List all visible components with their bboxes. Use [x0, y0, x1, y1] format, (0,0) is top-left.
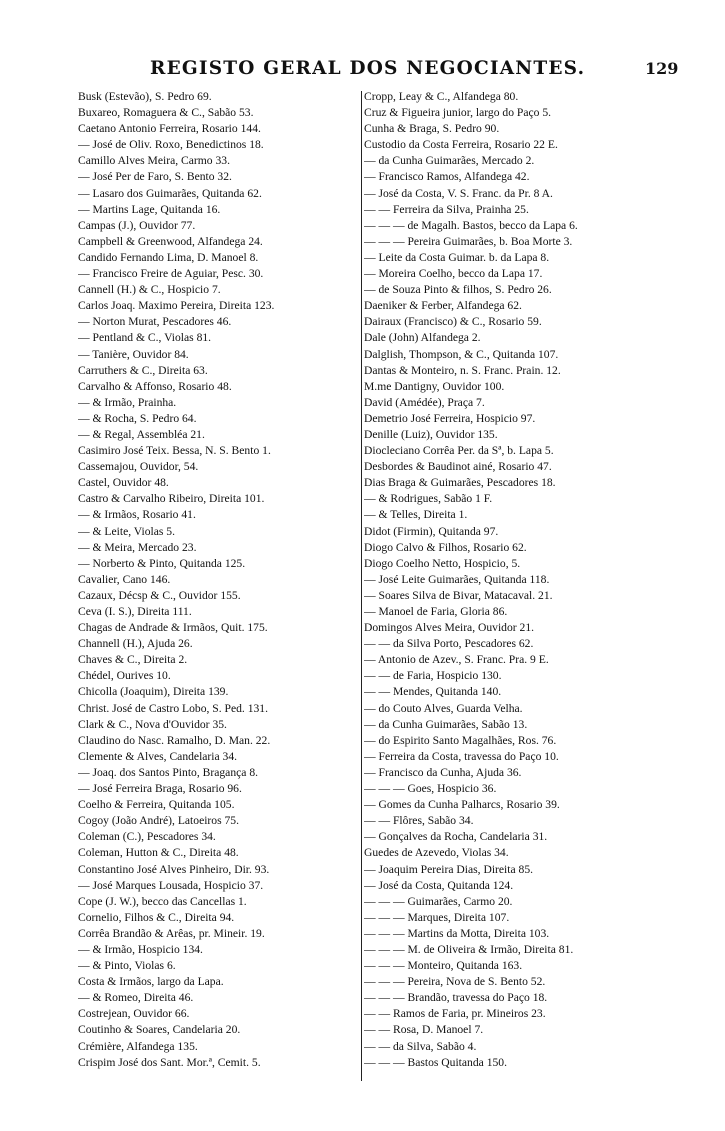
directory-entry: — José Leite Guimarães, Quitanda 118.: [364, 572, 550, 586]
directory-entry: Chagas de Andrade & Irmãos, Quit. 175.: [78, 621, 268, 635]
directory-entry: — — — Pereira Guimarães, b. Boa Morte 3.: [364, 234, 573, 248]
directory-entry: Cogoy (João André), Latoeiros 75.: [78, 814, 239, 828]
directory-entry: Diogo Calvo & Filhos, Rosario 62.: [364, 540, 527, 554]
directory-entry: Campbell & Greenwood, Alfandega 24.: [78, 234, 263, 248]
directory-entry: — Gonçalves da Rocha, Candelaria 31.: [364, 830, 548, 844]
directory-entry: Diogo Coelho Netto, Hospicio, 5.: [364, 556, 521, 570]
directory-entry: — Joaq. dos Santos Pinto, Bragança 8.: [78, 765, 259, 779]
directory-entry: Dias Braga & Guimarães, Pescadores 18.: [364, 476, 556, 490]
directory-entry: Ceva (I. S.), Direita 111.: [78, 605, 192, 618]
directory-entry: — & Romeo, Direita 46.: [78, 991, 194, 1005]
directory-entry: — Manoel de Faria, Gloria 86.: [364, 605, 508, 618]
directory-entry: — — Mendes, Quitanda 140.: [364, 685, 502, 699]
directory-entry: Cope (J. W.), becco das Cancellas 1.: [78, 894, 247, 908]
directory-entry: — do Couto Alves, Guarda Velha.: [364, 701, 523, 715]
directory-entry: — Norberto & Pinto, Quitanda 125.: [78, 556, 246, 570]
directory-entry: — Norton Murat, Pescadores 46.: [78, 315, 232, 329]
directory-entry: Diocleciano Corrêa Per. da Sª, b. Lapa 5.: [364, 444, 554, 458]
directory-entry: Crispim José dos Sant. Mor.ª, Cemit. 5.: [78, 1055, 261, 1069]
directory-entry: — José da Costa, Quitanda 124.: [364, 878, 514, 892]
directory-entry: Corrêa Brandão & Arêas, pr. Mineir. 19.: [78, 926, 265, 940]
directory-entry: — do Espirito Santo Magalhães, Ros. 76.: [364, 733, 557, 747]
directory-entry: Crémière, Alfandega 135.: [78, 1039, 198, 1053]
directory-entry: David (Amédée), Praça 7.: [364, 395, 485, 409]
directory-entry: Cazaux, Décsp & C., Ouvidor 155.: [78, 588, 241, 602]
directory-entry: — Pentland & C., Violas 81.: [78, 331, 212, 345]
directory-entry: — — Flôres, Sabão 34.: [364, 814, 474, 828]
directory-entry: — — Ferreira da Silva, Prainha 25.: [364, 202, 529, 216]
directory-entry: Campas (J.), Ouvidor 77.: [78, 218, 196, 232]
directory-entry: — — — M. de Oliveira & Irmão, Direita 81.: [364, 942, 574, 956]
directory-entry: Buxareo, Romaguera & C., Sabão 53.: [78, 106, 254, 120]
directory-entry: — Tanière, Ouvidor 84.: [78, 347, 189, 361]
directory-entry: Dairaux (Francisco) & C., Rosario 59.: [364, 315, 542, 329]
directory-entry: — José Marques Lousada, Hospicio 37.: [78, 878, 264, 892]
directory-entry: Denille (Luiz), Ouvidor 135.: [364, 427, 498, 441]
directory-entry: Dantas & Monteiro, n. S. Franc. Prain. 12.: [364, 363, 561, 377]
directory-entry: — — Ramos de Faria, pr. Mineiros 23.: [364, 1007, 546, 1021]
directory-entry: — José Ferreira Braga, Rosario 96.: [78, 782, 242, 796]
directory-entry: Chédel, Ourives 10.: [78, 669, 171, 683]
directory-entry: Didot (Firmin), Quitanda 97.: [364, 524, 499, 538]
directory-entry: Dale (John) Alfandega 2.: [364, 331, 481, 345]
directory-entry: Busk (Estevão), S. Pedro 69.: [78, 90, 212, 103]
directory-entry: — Francisco da Cunha, Ajuda 36.: [364, 765, 522, 779]
directory-entry: — José Per de Faro, S. Bento 32.: [78, 170, 232, 184]
directory-entry: Clemente & Alves, Candelaria 34.: [78, 749, 238, 763]
directory-entry: — & Leite, Violas 5.: [78, 524, 175, 538]
directory-entry: Claudino do Nasc. Ramalho, D. Man. 22.: [78, 733, 271, 747]
directory-entry: Daeniker & Ferber, Alfandega 62.: [364, 299, 522, 313]
directory-entry: — — — Martins da Motta, Direita 103.: [364, 926, 550, 940]
left-column: [78, 89, 360, 1089]
directory-entry: Chaves & C., Direita 2.: [78, 653, 188, 667]
directory-entry: — & Telles, Direita 1.: [364, 508, 468, 522]
directory-entry: Coleman, Hutton & C., Direita 48.: [78, 846, 239, 860]
directory-entry: M.me Dantigny, Ouvidor 100.: [364, 379, 505, 393]
directory-entry: Domingos Alves Meira, Ouvidor 21.: [364, 621, 535, 635]
directory-entry: — — — Bastos Quitanda 150.: [364, 1055, 507, 1069]
directory-entry: Cruz & Figueira junior, largo do Paço 5.: [364, 106, 552, 120]
directory-entry: Casimiro José Teix. Bessa, N. S. Bento 1.: [78, 444, 271, 458]
directory-entry: — — — Monteiro, Quitanda 163.: [364, 959, 523, 973]
directory-entry: Cropp, Leay & C., Alfandega 80.: [364, 90, 519, 103]
directory-entry: — Martins Lage, Quitanda 16.: [78, 202, 221, 216]
directory-entry: — Francisco Ramos, Alfandega 42.: [364, 170, 530, 184]
directory-entry: — — Rosa, D. Manoel 7.: [364, 1023, 484, 1037]
directory-entry: Clark & C., Nova d'Ouvidor 35.: [78, 717, 227, 731]
directory-entry: — & Meira, Mercado 23.: [78, 540, 197, 554]
directory-entry: Constantino José Alves Pinheiro, Dir. 93.: [78, 862, 270, 876]
directory-entry: — — — Marques, Direita 107.: [364, 910, 510, 924]
directory-entry: Custodio da Costa Ferreira, Rosario 22 E.: [364, 138, 558, 152]
directory-entry: — & Irmão, Prainha.: [78, 395, 177, 409]
directory-entry: — — — Brandão, travessa do Paço 18.: [364, 991, 548, 1005]
directory-entry: Caetano Antonio Ferreira, Rosario 144.: [78, 122, 261, 136]
directory-entry: — & Pinto, Violas 6.: [78, 959, 176, 973]
directory-entry: Channell (H.), Ajuda 26.: [78, 637, 193, 651]
directory-entry: Cannell (H.) & C., Hospicio 7.: [78, 283, 221, 297]
directory-entry: — de Souza Pinto & filhos, S. Pedro 26.: [364, 283, 552, 297]
directory-entry: — Lasaro dos Guimarães, Quitanda 62.: [78, 186, 262, 200]
directory-entry: — Francisco Freire de Aguiar, Pesc. 30.: [78, 267, 264, 281]
running-title: REGISTO GERAL DOS NEGOCIANTES.: [150, 58, 586, 79]
directory-entry: Candido Fernando Lima, D. Manoel 8.: [78, 250, 259, 264]
directory-entry: Castel, Ouvidor 48.: [78, 476, 169, 490]
directory-entry: — — — Goes, Hospicio 36.: [364, 782, 497, 796]
directory-entry: — José de Oliv. Roxo, Benedictinos 18.: [78, 138, 264, 152]
directory-entry: — Antonio de Azev., S. Franc. Pra. 9 E.: [364, 653, 549, 667]
directory-entry: — & Irmãos, Rosario 41.: [78, 508, 196, 522]
directory-entry: — José da Costa, V. S. Franc. da Pr. 8 A.: [364, 186, 553, 200]
directory-entry: — — — Guimarães, Carmo 20.: [364, 894, 513, 908]
directory-columns: [78, 89, 678, 1099]
directory-entry: — — — Pereira, Nova de S. Bento 52.: [364, 975, 546, 989]
directory-entry: Cunha & Braga, S. Pedro 90.: [364, 122, 500, 136]
column-divider: [361, 91, 362, 1081]
page-header: [0, 58, 725, 86]
directory-entry: — Moreira Coelho, becco da Lapa 17.: [364, 267, 543, 281]
directory-entry: — — da Silva Porto, Pescadores 62.: [364, 637, 534, 651]
directory-entry: Christ. José de Castro Lobo, S. Ped. 131.: [78, 701, 269, 715]
right-column: [364, 89, 664, 1089]
directory-entry: — Joaquim Pereira Dias, Direita 85.: [364, 862, 534, 876]
directory-entry: — — da Silva, Sabão 4.: [364, 1039, 477, 1053]
directory-entry: — & Irmão, Hospicio 134.: [78, 942, 203, 956]
directory-entry: — Leite da Costa Guimar. b. da Lapa 8.: [364, 250, 550, 264]
directory-entry: — da Cunha Guimarães, Sabão 13.: [364, 717, 528, 731]
directory-entry: Castro & Carvalho Ribeiro, Direita 101.: [78, 492, 265, 506]
page-number: 129: [645, 59, 679, 78]
directory-entry: Guedes de Azevedo, Violas 34.: [364, 846, 509, 860]
directory-entry: — Gomes da Cunha Palharcs, Rosario 39.: [364, 798, 560, 812]
directory-entry: Desbordes & Baudinot ainé, Rosario 47.: [364, 460, 552, 474]
directory-entry: Coutinho & Soares, Candelaria 20.: [78, 1023, 241, 1037]
directory-entry: Camillo Alves Meira, Carmo 33.: [78, 154, 230, 168]
directory-entry: Coelho & Ferreira, Quitanda 105.: [78, 798, 235, 812]
directory-entry: Coleman (C.), Pescadores 34.: [78, 830, 216, 844]
directory-entry: Cornelio, Filhos & C., Direita 94.: [78, 910, 235, 924]
directory-entry: Costa & Irmãos, largo da Lapa.: [78, 975, 224, 989]
directory-entry: — Ferreira da Costa, travessa do Paço 10.: [364, 749, 559, 763]
directory-entry: Carlos Joaq. Maximo Pereira, Direita 123.: [78, 299, 275, 313]
directory-entry: Carruthers & C., Direita 63.: [78, 363, 208, 377]
directory-entry: — & Rodrigues, Sabão 1 F.: [364, 492, 493, 506]
directory-entry: — — — de Magalh. Bastos, becco da Lapa 6.: [364, 218, 578, 232]
directory-entry: — & Regal, Assembléa 21.: [78, 427, 205, 441]
directory-entry: Costrejean, Ouvidor 66.: [78, 1007, 190, 1021]
directory-entry: Dalglish, Thompson, & C., Quitanda 107.: [364, 347, 559, 361]
directory-entry: — Soares Silva de Bivar, Matacaval. 21.: [364, 588, 553, 602]
directory-entry: Demetrio José Ferreira, Hospicio 97.: [364, 411, 536, 425]
directory-entry: Cassemajou, Ouvidor, 54.: [78, 460, 199, 474]
directory-entry: — da Cunha Guimarães, Mercado 2.: [364, 154, 535, 168]
directory-entry: Carvalho & Affonso, Rosario 48.: [78, 379, 232, 393]
directory-entry: — — de Faria, Hospicio 130.: [364, 669, 502, 683]
directory-entry: Chicolla (Joaquim), Direita 139.: [78, 685, 229, 699]
directory-entry: Cavalier, Cano 146.: [78, 572, 171, 586]
directory-entry: — & Rocha, S. Pedro 64.: [78, 411, 197, 425]
